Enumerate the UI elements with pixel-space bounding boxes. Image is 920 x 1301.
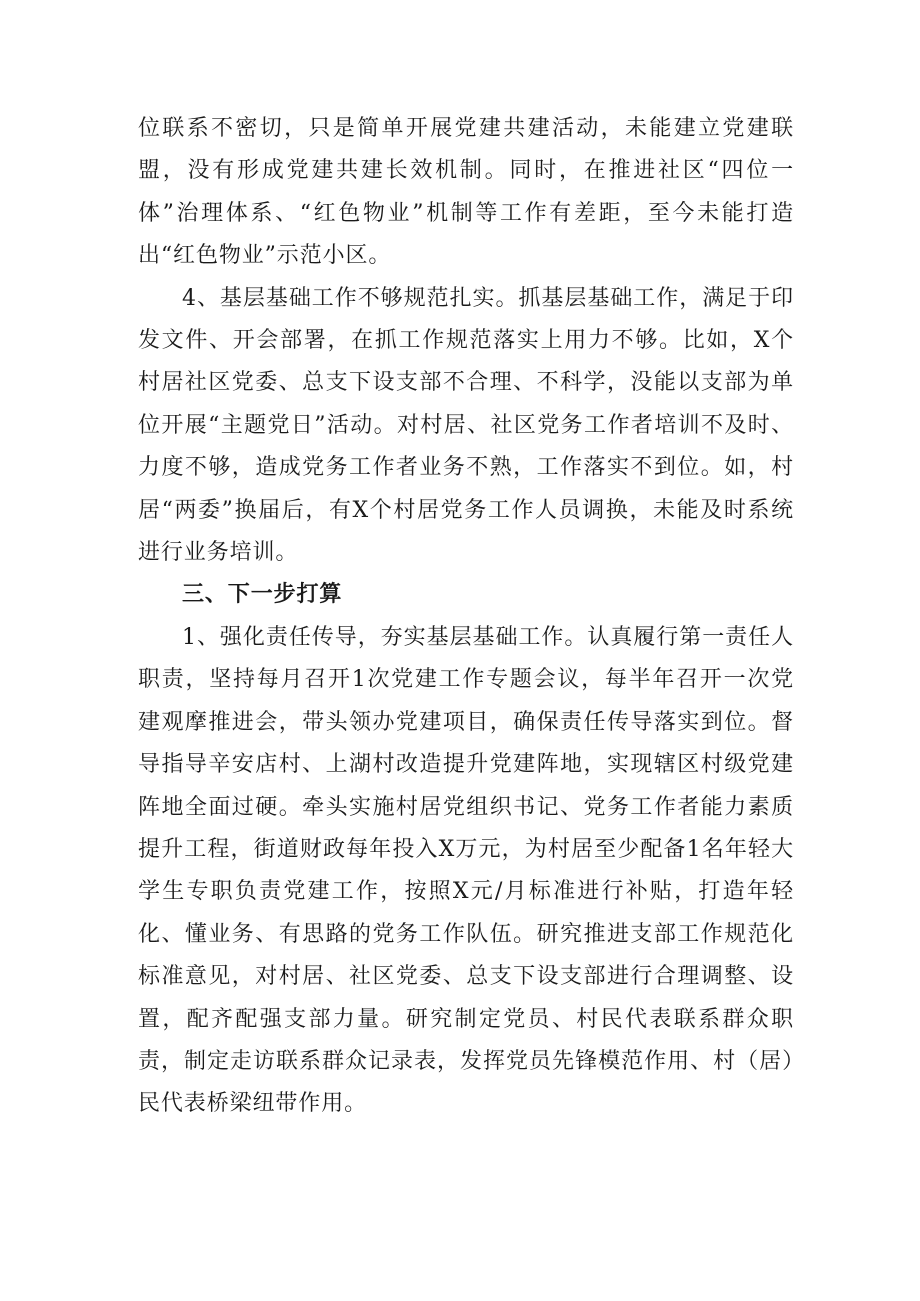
paragraph-item-4: 4、基层基础工作不够规范扎实。抓基层基础工作，满足于印发文件、开会部署，在抓工作规范落实上用力不够。比如，X个村居社区党委、总支下设支部不合理、不科学，没能以支部为单位开展“主题党日”活动。对村居、社区党务工作者培训不及时、力度不够，造成党务工作者业务不熟，工作落实不到位。如，村居“两委”换届后，有X个村居党务工作人员调换，未能及时系统进行业务培训。 [138, 285, 794, 566]
section-heading: 三、下一步打算 [182, 582, 343, 608]
document-body [138, 108, 794, 1126]
paragraph-plan-1: 1、强化责任传导，夯实基层基础工作。认真履行第一责任人职责，坚持每月召开1次党建工作专题会议，每半年召开一次党建观摩推进会，带头领办党建项目，确保责任传导落实到位。督导指导辛安店村、上湖村改造提升党建阵地，实现辖区村级党建阵地全面过硬。牵头实施村居党组织书记、党务工作者能力素质提升工程，街道财政每年投入X万元，为村居至少配备1名年轻大学生专职负责党建工作，按照X元/月标准进行补贴，打造年轻化、懂业务、有思路的党务工作队伍。研究推进支部工作规范化标准意见，对村居、社区党委、总支下设支部进行合理调整、设置，配齐配强支部力量。研究制定党员、村民代表联系群众职责，制定走访联系群众记录表，发挥党员先锋模范作用、村（居）民代表桥梁纽带作用。 [138, 624, 794, 1117]
paragraph-continuation: 位联系不密切，只是简单开展党建共建活动，未能建立党建联盟，没有形成党建共建长效机制。同时，在推进社区“四位一体”治理体系、“红色物业”机制等工作有差距，至今未能打造出“红色物业”示范小区。 [138, 116, 794, 269]
